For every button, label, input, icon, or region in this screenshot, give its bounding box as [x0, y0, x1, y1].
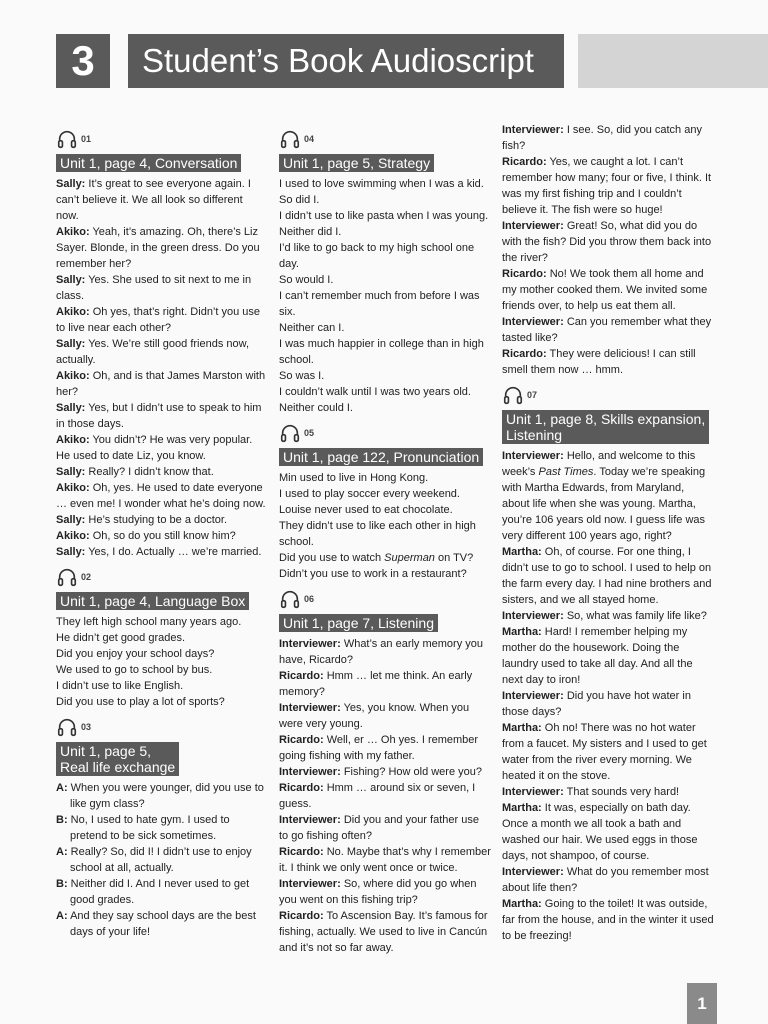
line-text: So, what was family life like?	[566, 610, 707, 622]
script-line	[502, 544, 714, 608]
script-line	[279, 470, 491, 486]
line-text: Yes. She used to sit next to me in class.	[56, 274, 252, 302]
line-text: Really? So, did I! I didn’t use to enjoy school at all, actually.	[70, 846, 252, 874]
line-text: Yes, you know. When you were very young.	[279, 702, 470, 730]
speaker-name: A:	[56, 846, 68, 858]
audio-track	[56, 714, 268, 740]
section-heading: Unit 1, page 7, Listening	[279, 614, 438, 632]
script-line	[502, 800, 714, 864]
speaker-name: Interviewer:	[502, 690, 564, 702]
line-text: When you were younger, did you use to like gym class?	[70, 782, 264, 810]
script-line	[502, 720, 714, 784]
line-text: So did I.	[279, 194, 320, 206]
headphones-icon	[279, 128, 301, 150]
speaker-name: Sally:	[56, 178, 86, 190]
script-line	[279, 764, 491, 780]
line-text: Did you have hot water in those days?	[502, 690, 691, 718]
script-line	[279, 288, 491, 320]
column-1	[56, 122, 268, 940]
section-heading: Unit 1, page 4, Language Box	[56, 592, 249, 610]
script-line	[56, 432, 268, 464]
speaker-name: Sally:	[56, 546, 86, 558]
script-line	[56, 678, 268, 694]
script-line	[279, 208, 491, 224]
line-text: Really? I didn’t know that.	[88, 466, 214, 478]
audio-track	[56, 126, 268, 152]
line-text: That sounds very hard!	[566, 786, 680, 798]
headphones-icon	[56, 566, 78, 588]
script-line	[502, 314, 714, 346]
line-text: It was, especially on bath day. Once a month we all took a bath and washed our hair. We used eggs in those days, not shampoo, of course.	[502, 802, 698, 862]
speaker-name: Ricardo:	[279, 670, 324, 682]
section-heading-line: Unit 1, page 8, Skills expansion,	[506, 411, 706, 427]
script-line	[502, 122, 714, 154]
audio-track	[279, 420, 491, 446]
line-text: Yes. We’re still good friends now, actually.	[56, 338, 250, 366]
speaker-name: Interviewer:	[279, 878, 341, 890]
speaker-name: Interviewer:	[502, 786, 564, 798]
line-text-cont: . Today we’re speaking with Martha Edwards, from Maryland, about life when she was young. Martha, you’re 106 years old now. I guess life was very different 100 years ago, right?	[502, 466, 706, 542]
script-line	[279, 908, 491, 956]
script-line	[279, 700, 491, 732]
track-number: 01	[81, 134, 92, 144]
speaker-name: Martha:	[502, 898, 542, 910]
line-text: I used to love swimming when I was a kid.	[279, 178, 484, 190]
script-line	[56, 908, 268, 940]
speaker-name: Martha:	[502, 802, 542, 814]
line-text: What do you remember most about life then?	[502, 866, 709, 894]
line-text: Did you and your father use to go fishing often?	[279, 814, 479, 842]
speaker-name: Akiko:	[56, 370, 90, 382]
speaker-name: Sally:	[56, 402, 86, 414]
headphones-icon	[56, 716, 78, 738]
script-line	[502, 784, 714, 800]
script-line	[56, 694, 268, 710]
line-text: And they say school days are the best days of your life!	[70, 910, 256, 938]
unit-number-box	[56, 34, 110, 88]
headphones-icon	[279, 588, 301, 610]
speaker-name: Akiko:	[56, 306, 90, 318]
script-line	[56, 512, 268, 528]
header-decoration-bar	[578, 34, 768, 88]
script-line	[56, 646, 268, 662]
speaker-name: Sally:	[56, 338, 86, 350]
script-line	[56, 176, 268, 224]
headphones-icon	[56, 128, 78, 150]
script-line	[279, 400, 491, 416]
line-text: Going to the toilet! It was outside, far from the house, and in the winter it used to be freezing!	[502, 898, 714, 942]
line-text: Hello, and welcome to this week’s	[502, 450, 696, 478]
line-text: So was I.	[279, 370, 325, 382]
speaker-name: Ricardo:	[502, 348, 547, 360]
line-text: So would I.	[279, 274, 334, 286]
line-text: I didn’t use to like pasta when I was young.	[279, 210, 489, 222]
speaker-name: Interviewer:	[502, 866, 564, 878]
line-text: Well, er … Oh yes. I remember going fishing with my father.	[279, 734, 479, 762]
italic-title: Superman	[384, 552, 435, 564]
line-text: Yeah, it’s amazing. Oh, there’s Liz Sayer. Blonde, in the green dress. Do you remember her?	[56, 226, 260, 270]
script-line	[56, 224, 268, 272]
line-text: Hmm … let me think. An early memory?	[279, 670, 473, 698]
speaker-name: Akiko:	[56, 482, 90, 494]
script-line	[56, 480, 268, 512]
script-line	[279, 272, 491, 288]
speaker-name: Sally:	[56, 514, 86, 526]
script-line	[279, 240, 491, 272]
script-line	[502, 154, 714, 218]
line-text: No! We took them all home and my mother cooked them. We invited some friends over, to help us eat them all.	[502, 268, 708, 312]
script-line	[279, 732, 491, 764]
script-line	[56, 272, 268, 304]
page-number: 1	[687, 983, 717, 1024]
speaker-name: Akiko:	[56, 434, 90, 446]
speaker-name: Ricardo:	[502, 268, 547, 280]
line-text: They left high school many years ago.	[56, 616, 242, 628]
script-line	[279, 384, 491, 400]
speaker-name: Interviewer:	[279, 702, 341, 714]
line-text: I’d like to go back to my high school one day.	[279, 242, 475, 270]
line-text: Yes, I do. Actually … we’re married.	[88, 546, 262, 558]
speaker-name: Ricardo:	[502, 156, 547, 168]
line-text: Neither did I. And I never used to get good grades.	[70, 878, 250, 906]
line-text: I didn’t use to like English.	[56, 680, 184, 692]
script-line	[502, 896, 714, 944]
script-line	[279, 780, 491, 812]
line-text: So, where did you go when you went on this fishing trip?	[279, 878, 477, 906]
track-number: 06	[304, 594, 315, 604]
script-line	[502, 218, 714, 266]
line-text: Neither did I.	[279, 226, 342, 238]
line-text: Great! So, what did you do with the fish? Did you throw them back into the river?	[502, 220, 712, 264]
line-text: It’s great to see everyone again. I can’t believe it. We all look so different now.	[56, 178, 251, 222]
section-heading	[56, 742, 179, 776]
script-line	[279, 320, 491, 336]
script-line	[56, 336, 268, 368]
script-line	[279, 550, 491, 566]
speaker-name: A:	[56, 910, 68, 922]
track-number: 05	[304, 428, 315, 438]
audio-track	[279, 586, 491, 612]
script-line	[279, 566, 491, 582]
line-text: What’s an early memory you have, Ricardo?	[279, 638, 483, 666]
line-text: They were delicious! I can still smell them now … hmm.	[502, 348, 696, 376]
script-line	[56, 368, 268, 400]
line-text: He didn’t get good grades.	[56, 632, 186, 644]
speaker-name: Akiko:	[56, 530, 90, 542]
audio-track	[502, 382, 714, 408]
headphones-icon	[279, 422, 301, 444]
script-line	[56, 544, 268, 560]
line-text: Did you use to watch	[279, 552, 385, 564]
line-text: Did you enjoy your school days?	[56, 648, 215, 660]
speaker-name: Martha:	[502, 626, 542, 638]
line-text: We used to go to school by bus.	[56, 664, 213, 676]
speaker-name: Interviewer:	[279, 814, 341, 826]
speaker-name: Ricardo:	[279, 910, 324, 922]
line-text: Neither could I.	[279, 402, 353, 414]
script-line	[279, 192, 491, 208]
script-line	[279, 812, 491, 844]
speaker-name: Interviewer:	[502, 610, 564, 622]
audio-track	[56, 564, 268, 590]
line-text: Oh, yes. He used to date everyone … even me! I wonder what he’s doing now.	[56, 482, 266, 510]
line-text: I was much happier in college than in high school.	[279, 338, 484, 366]
unit-number: 3	[71, 37, 95, 84]
speaker-name: Interviewer:	[502, 316, 564, 328]
line-text: Oh yes, that’s right. Didn’t you use to live near each other?	[56, 306, 261, 334]
script-line	[56, 844, 268, 876]
italic-title: Past Times	[538, 466, 594, 478]
script-line	[56, 662, 268, 678]
line-text: I used to play soccer every weekend.	[279, 488, 460, 500]
script-line	[279, 502, 491, 518]
speaker-name: Interviewer:	[502, 124, 564, 136]
speaker-name: Akiko:	[56, 226, 90, 238]
line-text: To Ascension Bay. It’s famous for fishing, actually. We used to live in Cancún and it’s not so far away.	[279, 910, 488, 954]
line-text: Can you remember what they tasted like?	[502, 316, 712, 344]
speaker-name: Ricardo:	[279, 734, 324, 746]
line-text: No. Maybe that’s why I remember it. I think we only went once or twice.	[279, 846, 491, 874]
script-line	[502, 448, 714, 544]
column-2	[279, 122, 491, 956]
script-line	[502, 624, 714, 688]
track-number: 02	[81, 572, 92, 582]
script-line	[502, 346, 714, 378]
line-text: You didn’t? He was very popular. He used to date Liz, you know.	[56, 434, 253, 462]
section-heading: Unit 1, page 5, Strategy	[279, 154, 434, 172]
track-number: 03	[81, 722, 92, 732]
line-text: Hmm … around six or seven, I guess.	[279, 782, 476, 810]
script-line	[56, 876, 268, 908]
speaker-name: Sally:	[56, 274, 86, 286]
script-line	[502, 608, 714, 624]
script-line	[279, 876, 491, 908]
page-title: Student’s Book Audioscript	[128, 34, 564, 88]
line-text: Min used to live in Hong Kong.	[279, 472, 429, 484]
line-text: No, I used to hate gym. I used to pretend to be sick sometimes.	[70, 814, 230, 842]
speaker-name: Martha:	[502, 546, 542, 558]
script-line	[279, 176, 491, 192]
script-line	[279, 668, 491, 700]
line-text: Did you use to play a lot of sports?	[56, 696, 225, 708]
speaker-name: Interviewer:	[502, 220, 564, 232]
section-heading-line: Unit 1, page 5,	[60, 743, 152, 759]
section-heading: Unit 1, page 4, Conversation	[56, 154, 241, 172]
script-line	[502, 688, 714, 720]
script-line	[502, 266, 714, 314]
line-text: Oh, of course. For one thing, I didn’t use to go to school. I used to help on the farm every day. I had nine brothers and sisters, and we all stayed home.	[502, 546, 712, 606]
script-line	[279, 486, 491, 502]
line-text: He’s studying to be a doctor.	[88, 514, 228, 526]
track-number: 04	[304, 134, 315, 144]
line-text: I can’t remember much from before I was six.	[279, 290, 480, 318]
script-line	[279, 336, 491, 368]
section-heading-line: Listening	[506, 427, 563, 443]
speaker-name: Interviewer:	[502, 450, 564, 462]
line-text: Fishing? How old were you?	[343, 766, 482, 778]
script-line	[56, 780, 268, 812]
script-line	[279, 368, 491, 384]
line-text: Oh, so do you still know him?	[92, 530, 236, 542]
speaker-name: Interviewer:	[279, 638, 341, 650]
section-heading-line: Real life exchange	[60, 759, 176, 775]
script-line	[56, 614, 268, 630]
speaker-name: Ricardo:	[279, 782, 324, 794]
line-text: Yes, but I didn’t use to speak to him in those days.	[56, 402, 262, 430]
script-line	[279, 844, 491, 876]
script-line	[56, 812, 268, 844]
headphones-icon	[502, 384, 524, 406]
script-line	[502, 864, 714, 896]
speaker-name: B:	[56, 814, 68, 826]
script-line	[56, 400, 268, 432]
speaker-name: A:	[56, 782, 68, 794]
line-text: Louise never used to eat chocolate.	[279, 504, 453, 516]
line-text: Yes, we caught a lot. I can’t remember how many; four or five, I think. It was my first fishing trip and I couldn’t believe it. The fish were so huge!	[502, 156, 712, 216]
speaker-name: Sally:	[56, 466, 86, 478]
section-heading	[502, 410, 709, 444]
section-heading: Unit 1, page 122, Pronunciation	[279, 448, 483, 466]
track-number: 07	[527, 390, 538, 400]
line-text: Hard! I remember helping my mother do the housework. Doing the laundry used to take all day. And all the next day to iron!	[502, 626, 693, 686]
line-text: I couldn’t walk until I was two years old.	[279, 386, 471, 398]
line-text: Neither can I.	[279, 322, 345, 334]
script-line	[279, 224, 491, 240]
line-text: Oh, and is that James Marston with her?	[56, 370, 266, 398]
script-line	[56, 464, 268, 480]
line-text: Didn’t you use to work in a restaurant?	[279, 568, 467, 580]
script-line	[56, 304, 268, 336]
line-text: Oh no! There was no hot water from a faucet. My sisters and I used to get water from the river every morning. We heated it on the stove.	[502, 722, 707, 782]
speaker-name: Ricardo:	[279, 846, 324, 858]
audio-track	[279, 126, 491, 152]
speaker-name: Martha:	[502, 722, 542, 734]
line-text: I see. So, did you catch any fish?	[502, 124, 702, 152]
line-text: They didn’t use to like each other in high school.	[279, 520, 476, 548]
script-line	[56, 528, 268, 544]
speaker-name: B:	[56, 878, 68, 890]
script-line	[56, 630, 268, 646]
script-line	[279, 636, 491, 668]
line-text-cont: on TV?	[434, 552, 474, 564]
script-line	[279, 518, 491, 550]
speaker-name: Interviewer:	[279, 766, 341, 778]
column-3	[502, 122, 714, 944]
